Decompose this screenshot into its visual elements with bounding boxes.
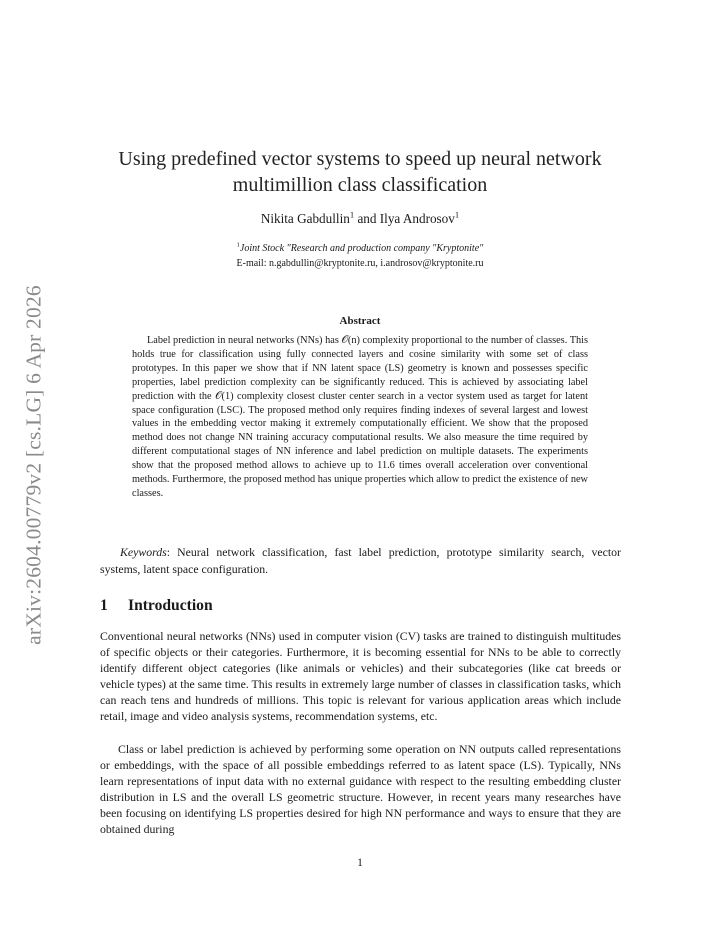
author-conjunction: and xyxy=(354,211,380,226)
title-line-1: Using predefined vector systems to speed up neural network xyxy=(118,148,602,170)
paper-title xyxy=(0,146,720,198)
abstract-text: Label prediction in neural networks (NNs) has 𝒪(n) complexity proportional to the number of classes. This holds true for classification using fully connected layers and cosine similarity with some set of class prototypes. In this paper we show that if NN latent space (LS) geometry is known and possesses specific properties, label prediction complexity can be significantly reduced. This is achieved by associating label prediction with the 𝒪(1) complexity closest cluster center search in a vector system used as target for latent space configuration (LSC). The proposed method only requires finding indexes of several largest and lowest values in the embedding vector making it extremely computationally efficient. We show that the proposed method does not change NN training accuracy computational results. We also measure the time required by different computational stages of NN inference and label prediction on multiple datasets. The experiments show that the proposed method allows to achieve up to 11.6 times overall acceleration over conventional methods. Furthermore, the proposed method has unique properties which allow to predict the existence of new classes. xyxy=(132,335,588,499)
abstract-heading: Abstract xyxy=(339,315,381,327)
affiliation-mark: 1 xyxy=(236,241,240,249)
body-paragraph: Class or label prediction is achieved by performing some operation on NN outputs called representations or embeddings, with the space of all possible embeddings referred to as latent space (LS). Typically, NNs learn representations of input data with no external guidance with respect to the resulting embedding cluster distribution in LS and the overall LS geometric structure. However, in recent years many researches have been focusing on identifying LS properties desired for high NN performance and ways to ensure that they are obtained during xyxy=(100,742,621,837)
author-name: Nikita Gabdullin xyxy=(260,211,350,226)
keywords-label: Keywords xyxy=(120,545,167,559)
affiliation-email: E-mail: n.gabdullin@kryptonite.ru, i.androsov@kryptonite.ru xyxy=(236,258,484,269)
affiliation-mark: 1 xyxy=(349,209,355,220)
body-paragraph: Conventional neural networks (NNs) used in computer vision (CV) tasks are trained to distinguish multitudes of specific objects or their categories. Furthermore, it is becoming essential for NNs to be able to correctly identify different object categories (like animals or vehicles) and their subcategories (like cat breeds or vehicle types) at the same time. This results in extremely large number of classes in classification tasks, which can reach tens and hundreds of millions. This topic is relevant for various application areas which include retail, image and video analysis systems, recommendation systems, etc. xyxy=(100,629,621,724)
author-list xyxy=(0,211,720,227)
keywords-text: : Neural network classification, fast label prediction, prototype similarity search, vector systems, latent space configuration. xyxy=(100,545,621,576)
title-line-2: multimillion class classification xyxy=(232,174,488,196)
section-title: Introduction xyxy=(128,597,213,614)
section-heading xyxy=(100,597,213,615)
affiliation-organization: Joint Stock "Research and production company "Kryptonite" xyxy=(239,243,484,254)
affiliation-mark: 1 xyxy=(454,209,460,220)
page-number: 1 xyxy=(357,857,363,869)
affiliation-block xyxy=(0,241,720,271)
section-number: 1 xyxy=(100,597,108,614)
author-name: Ilya Androsov xyxy=(379,211,455,226)
keywords xyxy=(100,544,621,577)
arxiv-identifier-stamp: arXiv:2604.00779v2 [cs.LG] 6 Apr 2026 xyxy=(21,285,46,645)
